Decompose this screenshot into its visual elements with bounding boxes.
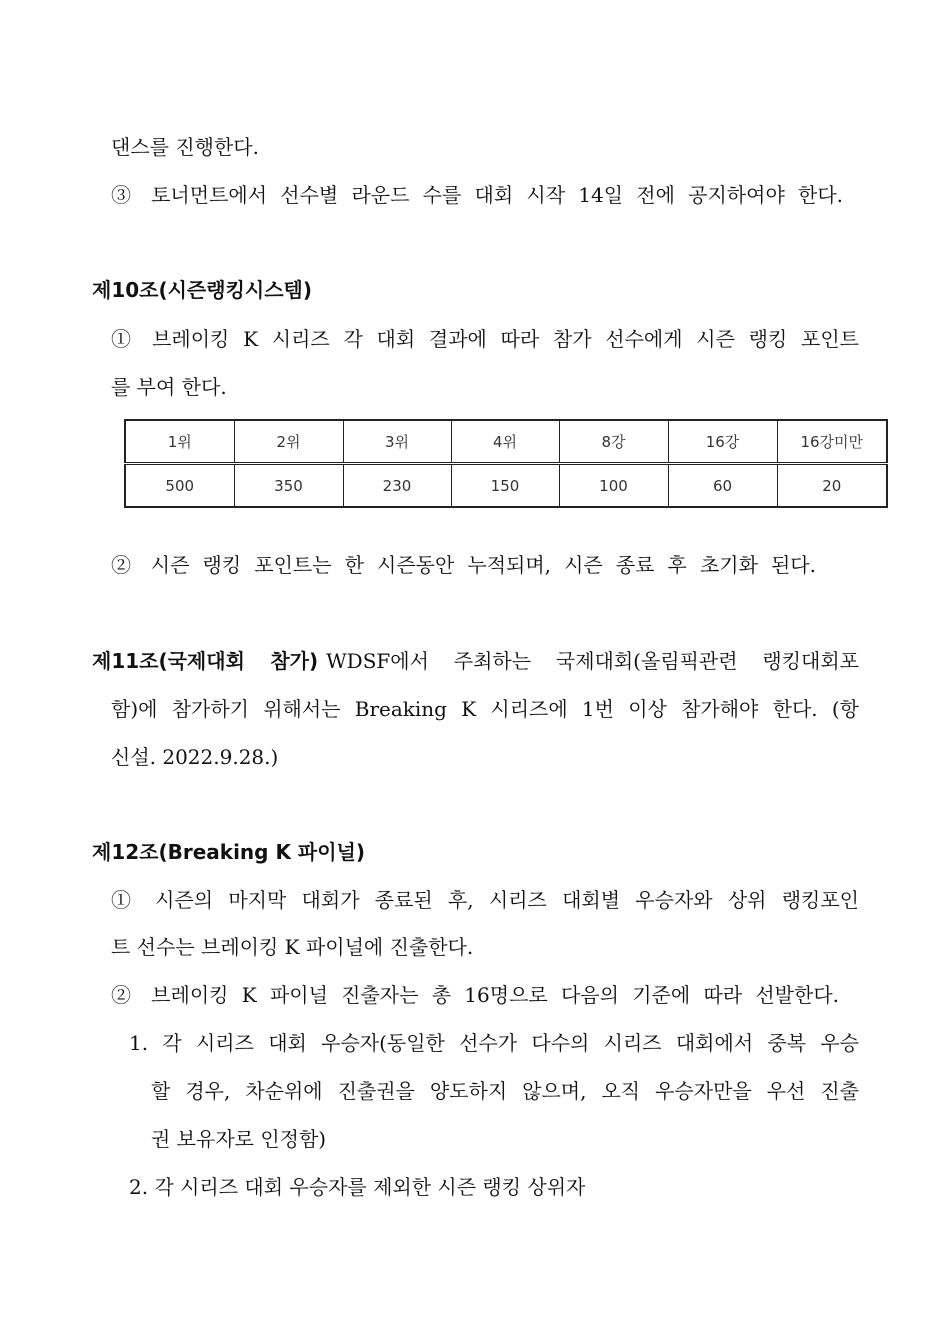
- list-item: 2. 각 시리즈 대회 우승자를 제외한 시즌 랭킹 상위자: [129, 1175, 586, 1199]
- table-cell: 350: [234, 464, 343, 508]
- table-cell: 150: [451, 464, 559, 508]
- article-11-heading: 제11조(국제대회 참가): [92, 649, 319, 673]
- table-header-cell: 8강: [559, 420, 668, 464]
- paragraph-line: 트 선수는 브레이킹 K 파이널에 진출한다.: [111, 935, 474, 959]
- table-header-cell: 4위: [451, 420, 559, 464]
- table-cell: 500: [125, 464, 234, 508]
- table-header-cell: 3위: [343, 420, 451, 464]
- list-item-continued: 권 보유자로 인정함): [151, 1127, 327, 1151]
- paragraph-line: ① 시즌의 마지막 대회가 종료된 후, 시리즈 대회별 우승자와 상위 랭킹포인: [111, 888, 859, 912]
- paragraph-line: ② 브레이킹 K 파이널 진출자는 총 16명으로 다음의 기준에 따라 선발한다.: [111, 983, 839, 1007]
- article-11-line: [92, 648, 859, 674]
- article-11-text: WDSF에서 주최하는 국제대회(올림픽관련 랭킹대회포: [326, 649, 859, 673]
- table-header-row: [125, 420, 887, 464]
- article-12-heading: 제12조(Breaking K 파이널): [92, 840, 366, 864]
- paragraph-line: ③ 토너먼트에서 선수별 라운드 수를 대회 시작 14일 전에 공지하여야 한다.: [111, 183, 843, 207]
- list-item: 1. 각 시리즈 대회 우승자(동일한 선수가 다수의 시리즈 대회에서 중복 우승: [129, 1031, 859, 1055]
- ranking-points-table: [124, 419, 888, 508]
- table-cell: 20: [777, 464, 887, 508]
- paragraph-line: 를 부여 한다.: [111, 375, 227, 399]
- paragraph-line: 신설. 2022.9.28.): [111, 745, 279, 769]
- table-cell: 60: [668, 464, 777, 508]
- table-row: [125, 464, 887, 508]
- table-header-cell: 1위: [125, 420, 234, 464]
- list-item-continued: 할 경우, 차순위에 진출권을 양도하지 않으며, 오직 우승자만을 우선 진출: [151, 1079, 859, 1103]
- article-10-heading: 제10조(시즌랭킹시스템): [92, 278, 312, 302]
- paragraph-line: 댄스를 진행한다.: [111, 135, 259, 159]
- table-cell: 230: [343, 464, 451, 508]
- paragraph-line: ① 브레이킹 K 시리즈 각 대회 결과에 따라 참가 선수에게 시즌 랭킹 포인트: [111, 327, 859, 351]
- table-cell: 100: [559, 464, 668, 508]
- table-header-cell: 2위: [234, 420, 343, 464]
- paragraph-line: ② 시즌 랭킹 포인트는 한 시즌동안 누적되며, 시즌 종료 후 초기화 된다.: [111, 553, 816, 577]
- table-header-cell: 16강: [668, 420, 777, 464]
- table-header-cell: 16강미만: [777, 420, 887, 464]
- paragraph-line: 함)에 참가하기 위해서는 Breaking K 시리즈에 1번 이상 참가해야 한다. (항: [111, 697, 859, 721]
